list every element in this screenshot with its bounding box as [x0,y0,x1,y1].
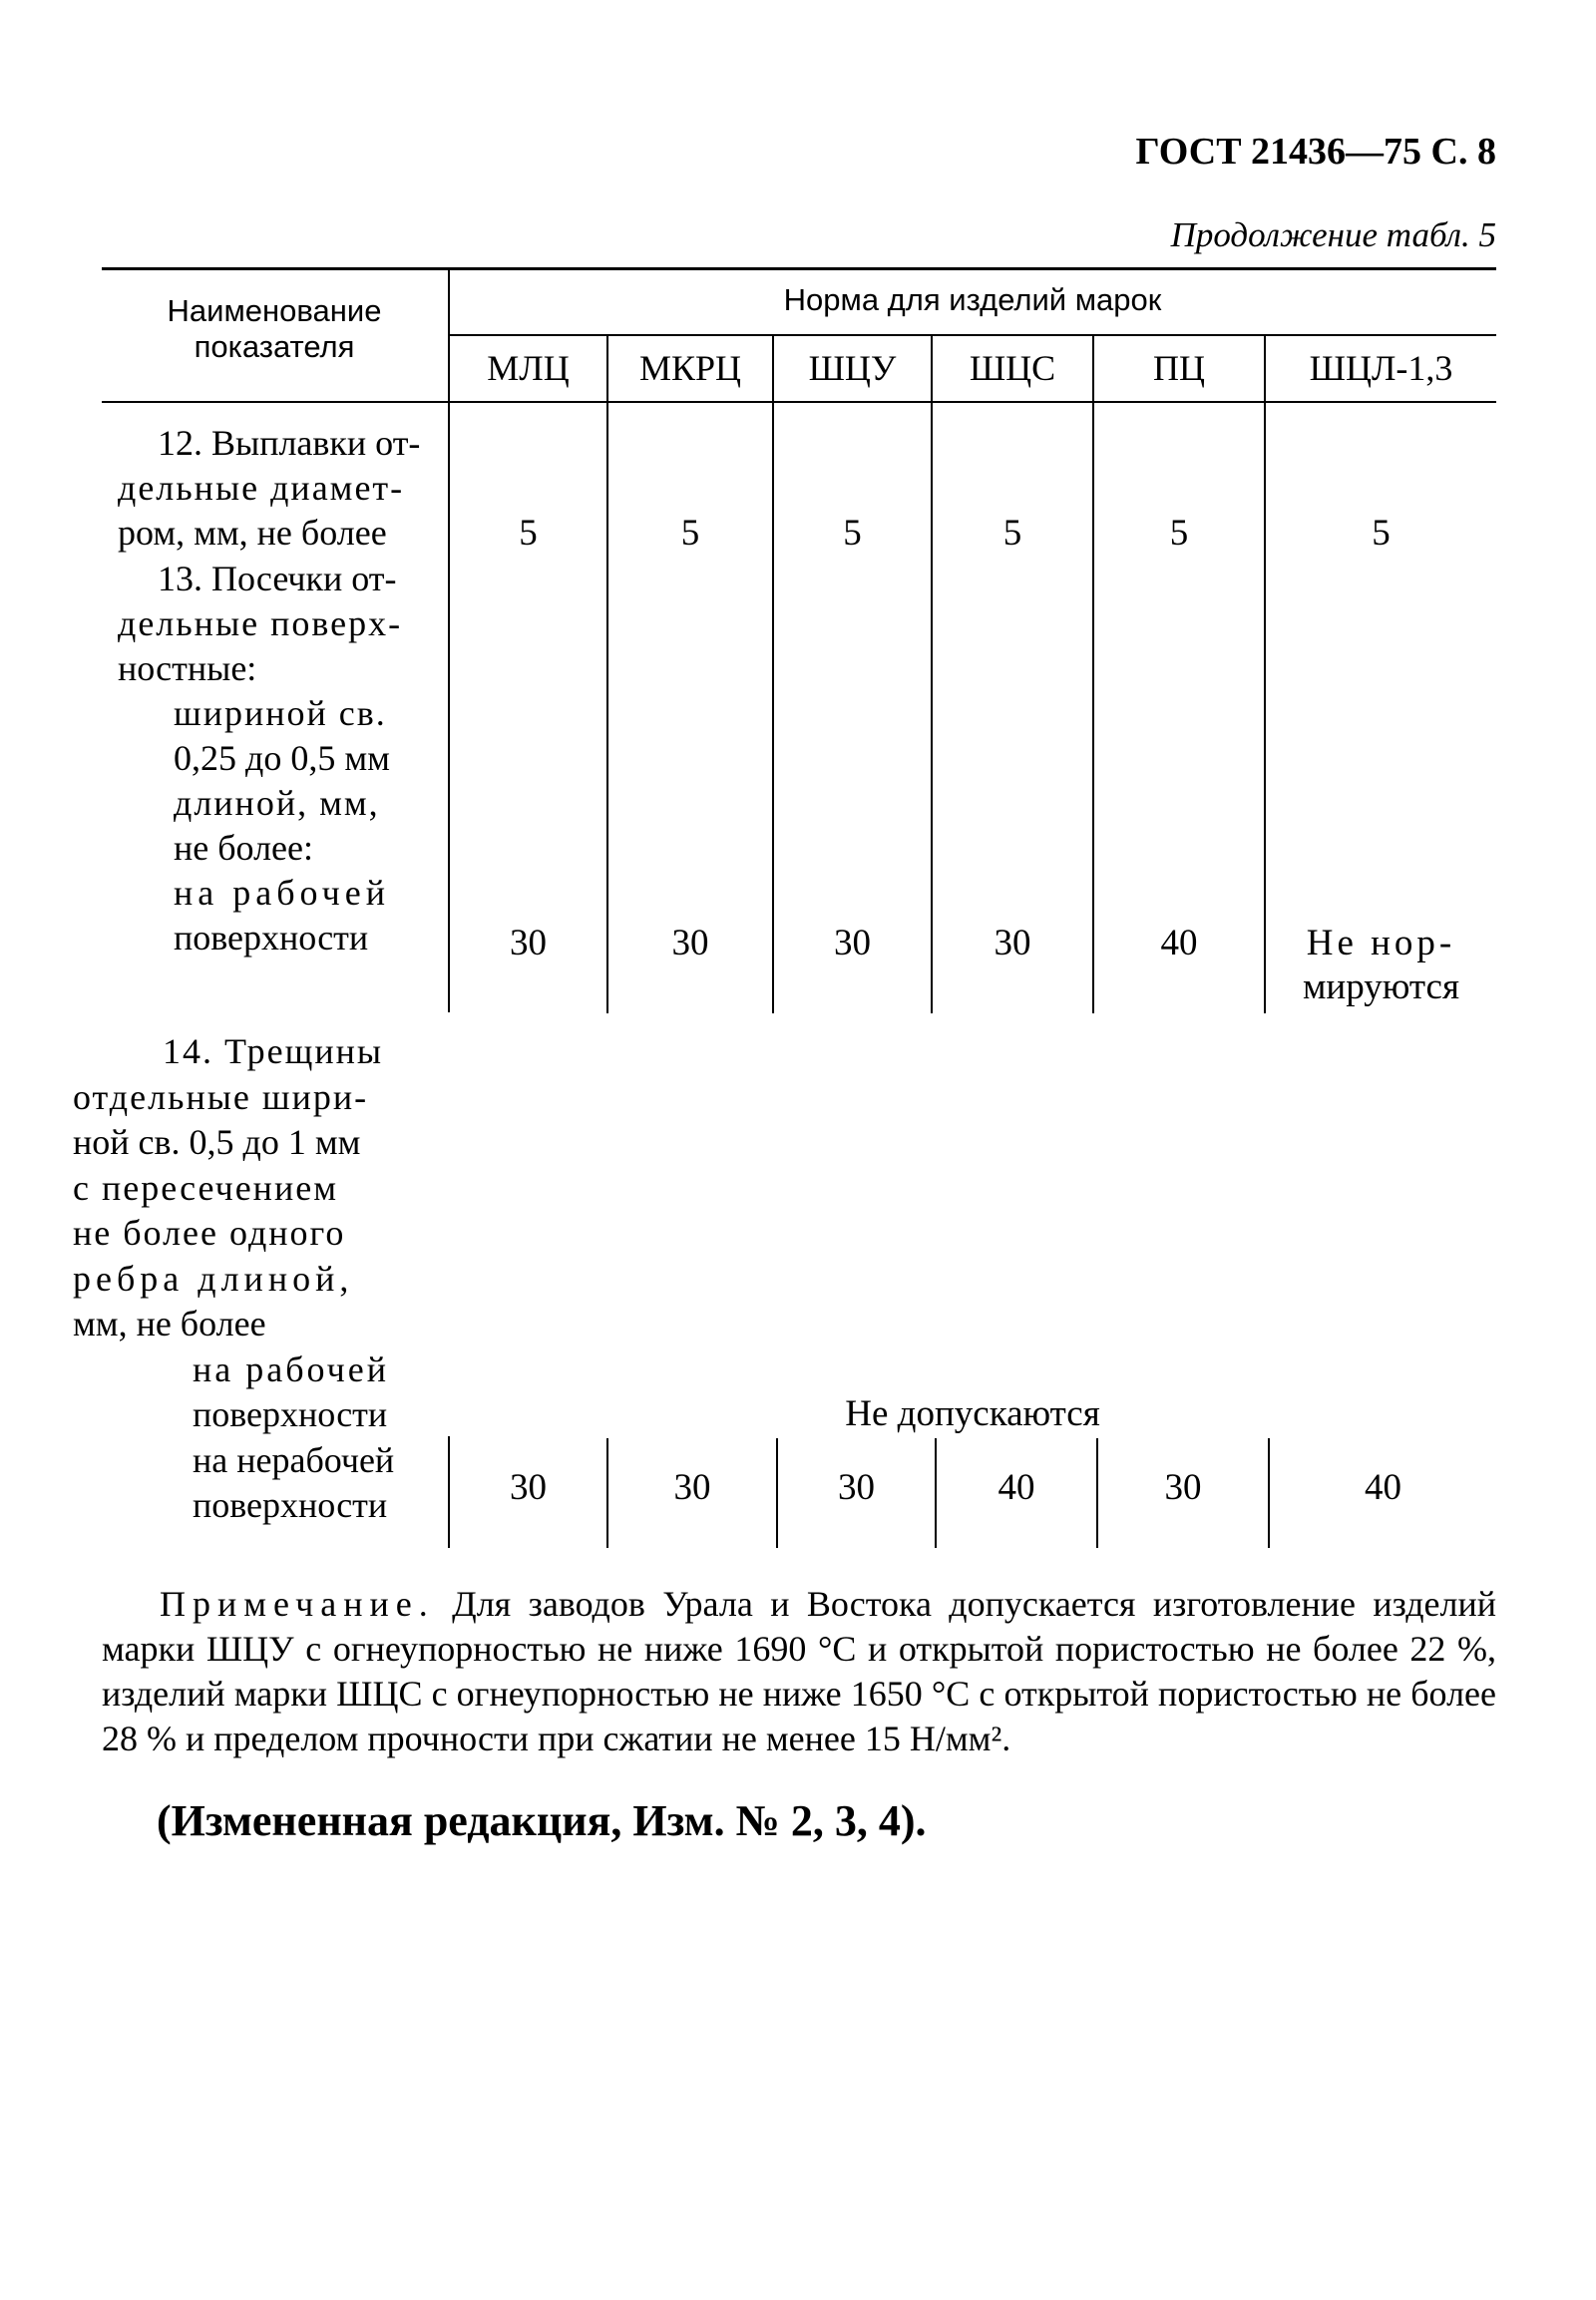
table-top-rule [102,267,1496,270]
note-text: Для заводов Урала и Востока допускается изготовление изделий марки ШЦУ с огнеупорностью не ниже 1690 °С и открытой пористостью не более 22 %, изделий марки ШЦС с огнеупорностью не ниже 1650 °С с открытой пористостью не более 28 % и пределом прочности при сжатии не менее 15 Н/мм². [102,1584,1497,1758]
mark-header: МКРЦ [638,348,742,388]
row-12-value: 5 [1372,513,1391,554]
row-12-label: 12. Выплавки от- дельные диамет- ром, мм, не более [118,423,421,553]
row-13-value: 30 [834,923,871,963]
mark-header: ПЦ [1153,348,1205,388]
row-14-value: 40 [1365,1467,1401,1508]
row-13-value: 40 [1160,923,1198,963]
row-14-label: 14. Трещины отдельные шири- ной св. 0,5 до 1 мм с пересечением не более одного ребра длиной, мм, не более на рабочей поверхности на нерабочей поверхности [73,1031,395,1525]
amendment-reference: (Измененная редакция, Изм. № 2, 3, 4). [157,1796,927,1845]
row-14-value: 40 [998,1467,1035,1508]
row-14-value: 30 [838,1467,875,1508]
note-prefix: Примечание. [160,1584,435,1624]
mark-header: МЛЦ [487,348,570,388]
row-14-value: 30 [673,1467,711,1508]
row-14-value: 30 [510,1467,547,1508]
row-13-label: 13. Посечки от- дельные поверх- ностные: шириной св. 0,25 до 0,5 мм длиной, мм, не более: на рабочей поверхности [118,559,403,958]
row-13-value-not-normed: Не нор- мируются [1303,923,1459,1007]
page-header: ГОСТ 21436—75 С. 8 [1135,131,1496,173]
row-14-working-value: Не допускаются [845,1393,1100,1434]
row-12-value: 5 [680,513,700,554]
mark-header: ШЦС [969,348,1056,388]
row-13-value: 30 [510,923,547,963]
marks-group-header: Норма для изделий марок [783,282,1162,317]
row-12-value: 5 [1169,513,1189,554]
header-bottom-rule [102,401,1496,403]
indicator-column-header: Наименование показателя [167,293,382,364]
row-12-value: 5 [519,513,538,554]
row-13-value: 30 [671,923,709,963]
table-continuation-caption: Продолжение табл. 5 [1170,215,1496,254]
table-note [102,1582,1496,1761]
mark-header: ШЦУ [808,348,897,388]
row-12-value: 5 [843,513,862,554]
row-13-value: 30 [994,923,1031,963]
row-14-value: 30 [1164,1467,1202,1508]
row-12-value: 5 [1002,513,1022,554]
mark-header: ШЦЛ-1,3 [1309,348,1453,388]
